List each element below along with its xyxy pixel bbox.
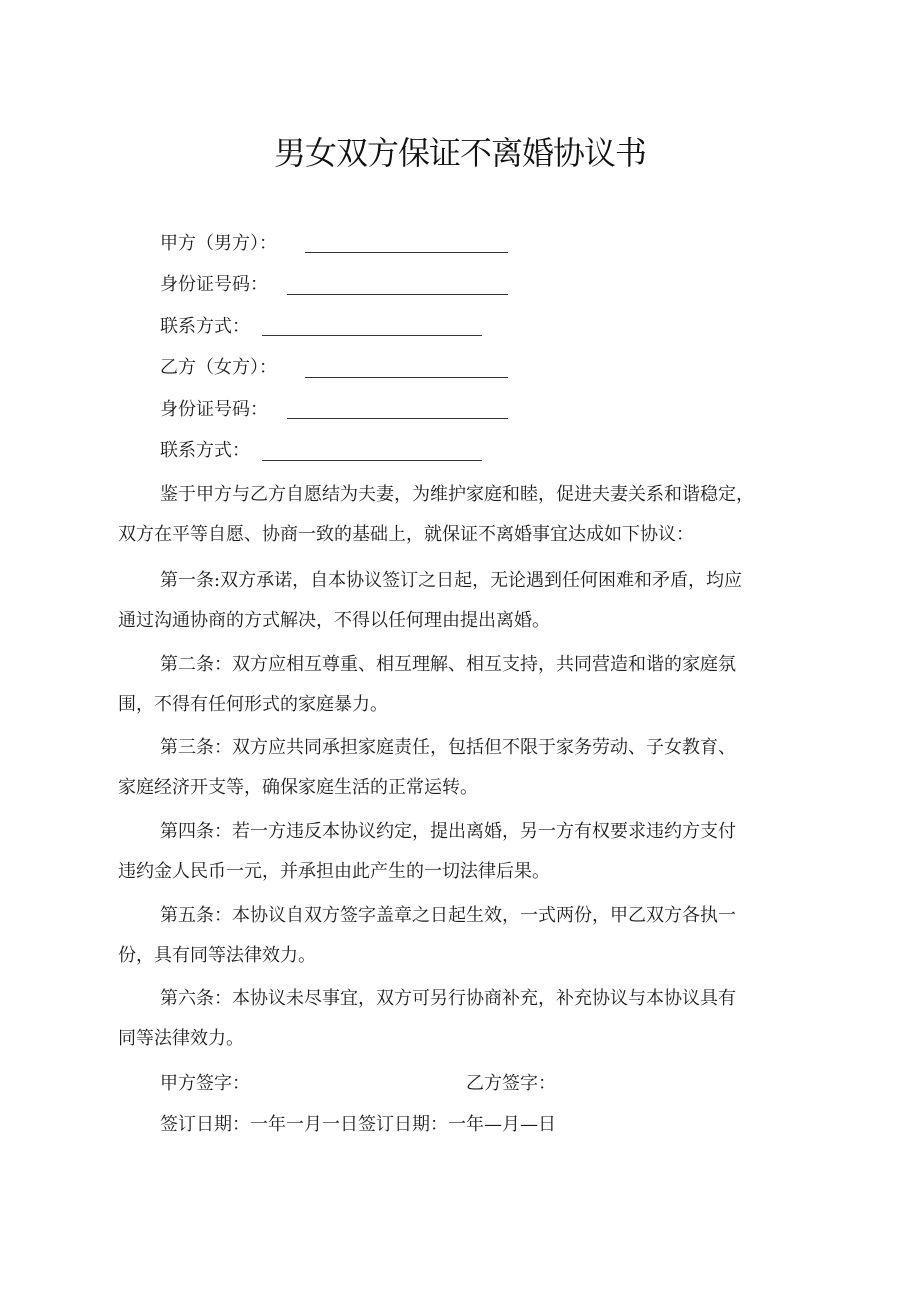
document-title: 男女双方保证不离婚协议书 (273, 134, 646, 172)
field-blank-party-b[interactable] (305, 377, 508, 378)
paragraph-preamble (118, 475, 808, 555)
paragraph-article-5 (118, 896, 808, 976)
field-label: 身份证号码： (160, 274, 268, 295)
field-label: 甲方（男方）： (160, 233, 277, 254)
paragraph-article-4 (118, 812, 808, 892)
paragraph-article-2 (118, 645, 808, 725)
paragraph-line: 违约金人民币一元，并承担由此产生的一切法律后果。 (118, 861, 550, 882)
paragraph-article-3 (118, 728, 808, 808)
field-label: 身份证号码： (160, 399, 268, 420)
field-blank-party-a-id[interactable] (287, 294, 508, 295)
field-blank-party-a-contact[interactable] (262, 335, 482, 336)
field-blank-party-b-id[interactable] (287, 418, 508, 419)
signature-party-b: 乙方签字： (466, 1073, 556, 1094)
paragraph-line: 同等法律效力。 (118, 1028, 244, 1049)
field-label: 联系方式： (160, 440, 250, 461)
paragraph-line: 围，不得有任何形式的家庭暴力。 (118, 694, 388, 715)
field-party-b (160, 356, 277, 380)
paragraph-line: 鉴于甲方与乙方自愿结为夫妻，为维护家庭和睦，促进夫妻关系和谐稳定， (160, 484, 754, 505)
field-party-a-contact (160, 315, 250, 339)
paragraph-line: 第四条：若一方违反本协议约定，提出离婚，另一方有权要求违约方支付 (160, 821, 736, 842)
signature-party-a: 甲方签字： (160, 1073, 250, 1094)
field-label: 乙方（女方）： (160, 357, 277, 378)
paragraph-line: 份，具有同等法律效力。 (118, 945, 316, 966)
paragraph-line: 第六条：本协议未尽事宜，双方可另行协商补充，补充协议与本协议具有 (160, 988, 736, 1009)
field-party-a (160, 232, 277, 256)
paragraph-line: 家庭经济开支等，确保家庭生活的正常运转。 (118, 777, 478, 798)
paragraph-line: 第二条：双方应相互尊重、相互理解、相互支持，共同营造和谐的家庭氛 (160, 654, 736, 675)
field-party-a-id (160, 273, 268, 297)
paragraph-article-6 (118, 979, 808, 1059)
field-party-b-id (160, 398, 268, 422)
paragraph-line: 第三条：双方应共同承担家庭责任，包括但不限于家务劳动、子女教育、 (160, 737, 736, 758)
field-blank-party-b-contact[interactable] (262, 460, 482, 461)
field-blank-party-a[interactable] (305, 252, 508, 253)
field-party-b-contact (160, 439, 250, 463)
paragraph-line: 双方在平等自愿、协商一致的基础上，就保证不离婚事宜达成如下协议： (118, 524, 694, 545)
paragraph-line: 第五条：本协议自双方签字盖章之日起生效，一式两份，甲乙双方各执一 (160, 905, 736, 926)
paragraph-article-1 (118, 561, 808, 641)
field-label: 联系方式： (160, 316, 250, 337)
paragraph-line: 第一条:双方承诺，自本协议签订之日起，无论遇到任何困难和矛盾，均应 (160, 570, 743, 591)
paragraph-line: 通过沟通协商的方式解决，不得以任何理由提出离婚。 (118, 610, 550, 631)
signing-date: 签订日期：一年一月一日签订日期：一年—月—日 (160, 1114, 556, 1135)
